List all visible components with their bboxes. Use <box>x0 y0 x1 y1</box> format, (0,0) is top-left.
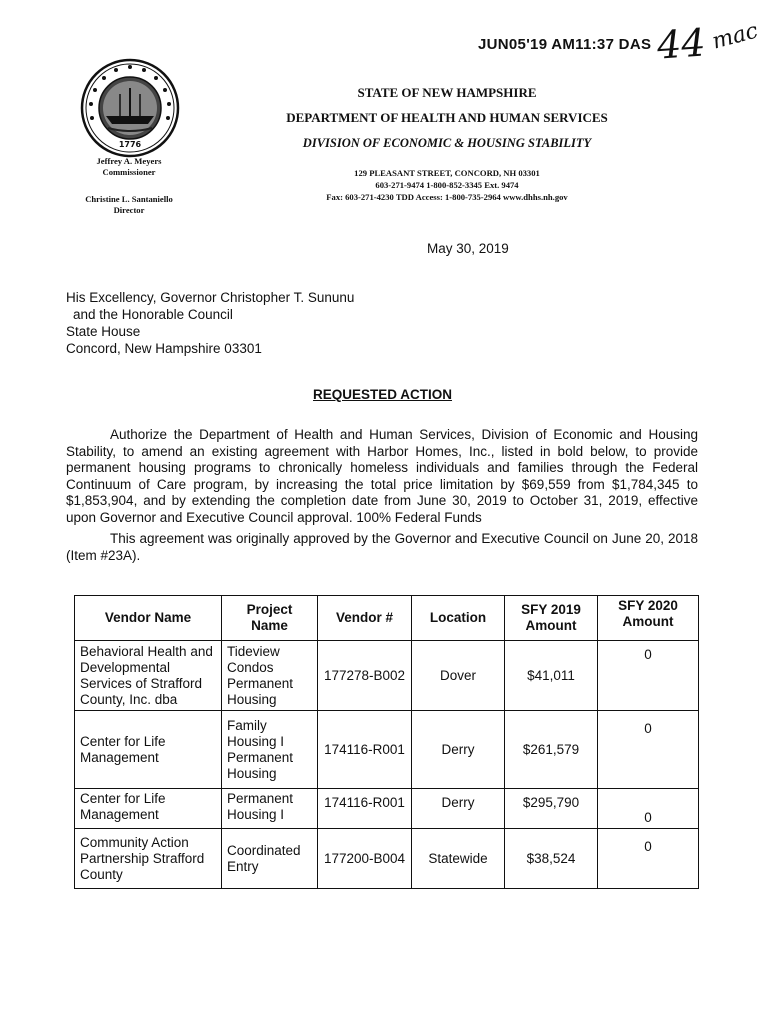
cell-location: Derry <box>412 789 505 829</box>
director-name: Christine L. Santaniello <box>85 194 173 204</box>
letterhead-address: 129 PLEASANT STREET, CONCORD, NH 03301 <box>354 168 540 178</box>
commissioner-title: Commissioner <box>102 167 156 177</box>
received-stamp: JUN05'19 AM11:37 DAS <box>478 36 652 53</box>
letterhead-department: DEPARTMENT OF HEALTH AND HUMAN SERVICES <box>286 110 608 125</box>
cell-vendor-name: Center for Life Management <box>75 789 222 829</box>
requested-action-paragraph: Authorize the Department of Health and Human Services, Division of Economic and Housing Stability, to amend an existing agreement with Harbor Homes, Inc., listed in bold below, to provide permanent housing programs to chronically homeless individuals and families through the Federal Continuum of Care program, by increasing the total price limitation by $69,559 from $1,784,345 to $1,853,904, and by extending the completion date from June 30, 2019 to October 31, 2019, effective upon Governor and Executive Council approval. 100% Federal Funds <box>66 427 698 525</box>
table-row <box>75 641 699 711</box>
letterhead-fax: Fax: 603-271-4230 TDD Access: 1-800-735-2964 www.dhhs.nh.gov <box>326 192 568 202</box>
table-row <box>75 789 699 829</box>
addressee-line: State House <box>66 324 141 339</box>
cell-location: Dover <box>412 641 505 711</box>
cell-vendor-name: Behavioral Health and Developmental Services of Strafford County, Inc. dba <box>75 641 222 711</box>
cell-project-name: Family Housing I Permanent Housing <box>222 711 318 789</box>
cell-sfy2019-amount: $261,579 <box>505 711 598 789</box>
seal-year: 1776 <box>118 140 142 149</box>
addressee-line: Concord, New Hampshire 03301 <box>66 341 262 356</box>
cell-project-name: Coordinated Entry <box>222 829 318 889</box>
addressee-line: and the Honorable Council <box>73 307 233 322</box>
letterhead-state: STATE OF NEW HAMPSHIRE <box>357 85 537 100</box>
handwritten-item-number: 44 <box>655 20 707 68</box>
cell-sfy2019-amount: $295,790 <box>505 789 598 829</box>
approval-history-paragraph: This agreement was originally approved by the Governor and Executive Council on June 20, 2018 (Item #23A). <box>66 531 698 563</box>
header-sfy2020-amount: SFY 2020 Amount <box>598 596 699 641</box>
handwritten-initials: mac <box>709 18 761 55</box>
cell-project-name: Permanent Housing I <box>222 789 318 829</box>
cell-vendor-number: 177200-B004 <box>318 829 412 889</box>
letterhead-phones: 603-271-9474 1-800-852-3345 Ext. 9474 <box>375 180 519 190</box>
requested-action-heading: REQUESTED ACTION <box>313 387 453 402</box>
header-sfy2019-amount: SFY 2019 Amount <box>505 596 598 641</box>
table-row <box>75 711 699 789</box>
cell-sfy2019-amount: $41,011 <box>505 641 598 711</box>
commissioner-block <box>66 156 192 178</box>
header-project-name: Project Name <box>222 596 318 641</box>
header-vendor-number: Vendor # <box>318 596 412 641</box>
cell-vendor-name: Center for Life Management <box>75 711 222 789</box>
addressee-line: His Excellency, Governor Christopher T. Sununu <box>66 290 355 305</box>
commissioner-name: Jeffrey A. Meyers <box>96 156 162 166</box>
letterhead-division: DIVISION OF ECONOMIC & HOUSING STABILITY <box>302 136 592 150</box>
vendor-table <box>74 595 699 889</box>
cell-vendor-number: 174116-R001 <box>318 789 412 829</box>
cell-vendor-number: 174116-R001 <box>318 711 412 789</box>
addressee-block <box>66 289 354 357</box>
cell-sfy2020-amount: 0 <box>598 641 699 711</box>
cell-sfy2020-amount: 0 <box>598 789 699 829</box>
letterhead-contact <box>262 167 632 203</box>
cell-project-name: Tideview Condos Permanent Housing <box>222 641 318 711</box>
cell-location: Derry <box>412 711 505 789</box>
header-vendor-name: Vendor Name <box>75 596 222 641</box>
header-location: Location <box>412 596 505 641</box>
letter-date: May 30, 2019 <box>427 241 509 256</box>
state-seal-icon <box>80 58 180 158</box>
table-row <box>75 829 699 889</box>
cell-sfy2020-amount: 0 <box>598 711 699 789</box>
cell-location: Statewide <box>412 829 505 889</box>
director-block <box>66 194 192 216</box>
table-header-row <box>75 596 699 641</box>
cell-sfy2019-amount: $38,524 <box>505 829 598 889</box>
cell-vendor-name: Community Action Partnership Strafford County <box>75 829 222 889</box>
director-title: Director <box>113 205 145 215</box>
cell-vendor-number: 177278-B002 <box>318 641 412 711</box>
cell-sfy2020-amount: 0 <box>598 829 699 889</box>
